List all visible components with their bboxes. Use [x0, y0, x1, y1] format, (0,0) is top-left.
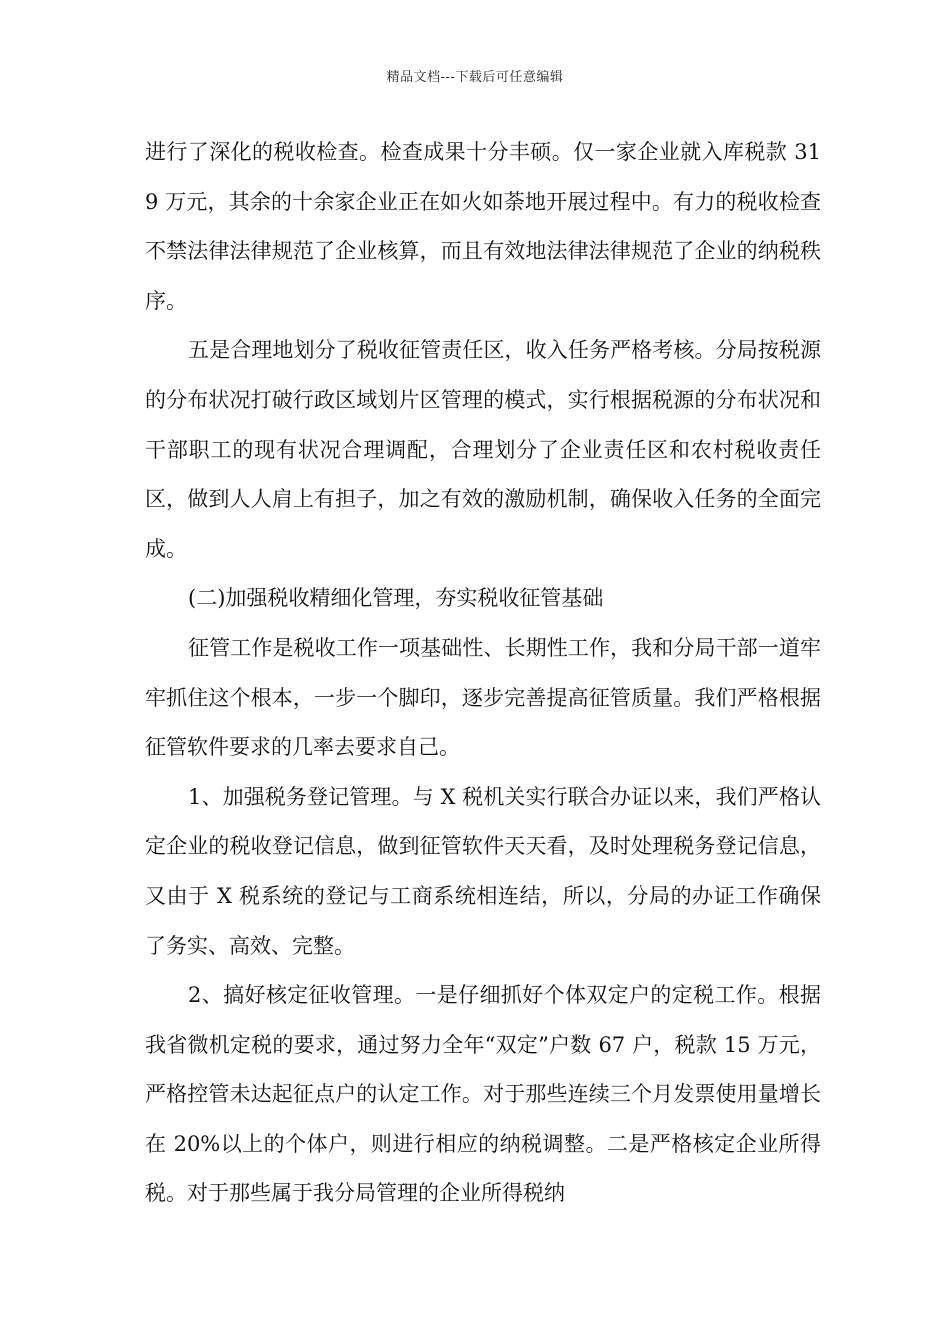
page-header: 精品文档---下载后可任意编辑 [386, 70, 564, 85]
section-heading-refined-management: (二)加强税收精细化管理，夯实税收征管基础 [188, 586, 604, 611]
paragraph-tax-registration: 1、加强税务登记管理。与 X 税机关实行联合办证以来，我们严格认定企业的税收登记信息，做到征管软件天天看，及时处理税务登记信息，又由于 X 税系统的登记与工商系统相连结，所以，分局的办证工作确保了务实、高效、完整。 [145, 784, 821, 958]
paragraph-tax-inspection: 进行了深化的税收检查。检查成果十分丰硕。仅一家企业就入库税款 319 万元，其余的十余家企业正在如火如荼地开展过程中。有力的税收检查不禁法律法律规范了企业核算，而且有效地法律法律规范了企业的纳税秩序。 [145, 140, 821, 313]
document-body [145, 128, 821, 1219]
paragraph-assessment-collection: 2、搞好核定征收管理。一是仔细抓好个体双定户的定税工作。根据我省微机定税的要求，通过努力全年“双定”户数 67 户，税款 15 万元，严格控管未达起征点户的认定工作。对于那些连续三个月发票使用量增长在 20%以上的个体户，则进行相应的纳税调整。二是严格核定企业所得税。对于那些属于我分局管理的企业所得税纳 [145, 983, 821, 1206]
paragraph-responsibility-zones: 五是合理地划分了税收征管责任区，收入任务严格考核。分局按税源的分布状况打破行政区域划片区管理的模式，实行根据税源的分布状况和干部职工的现有状况合理调配，合理划分了企业责任区和农村税收责任区，做到人人肩上有担子，加之有效的激励机制，确保收入任务的全面完成。 [145, 338, 821, 561]
paragraph-collection-foundation: 征管工作是税收工作一项基础性、长期性工作，我和分局干部一道牢牢抓住这个根本，一步一个脚印，逐步完善提高征管质量。我们严格根据征管软件要求的几率去要求自己。 [145, 635, 821, 760]
